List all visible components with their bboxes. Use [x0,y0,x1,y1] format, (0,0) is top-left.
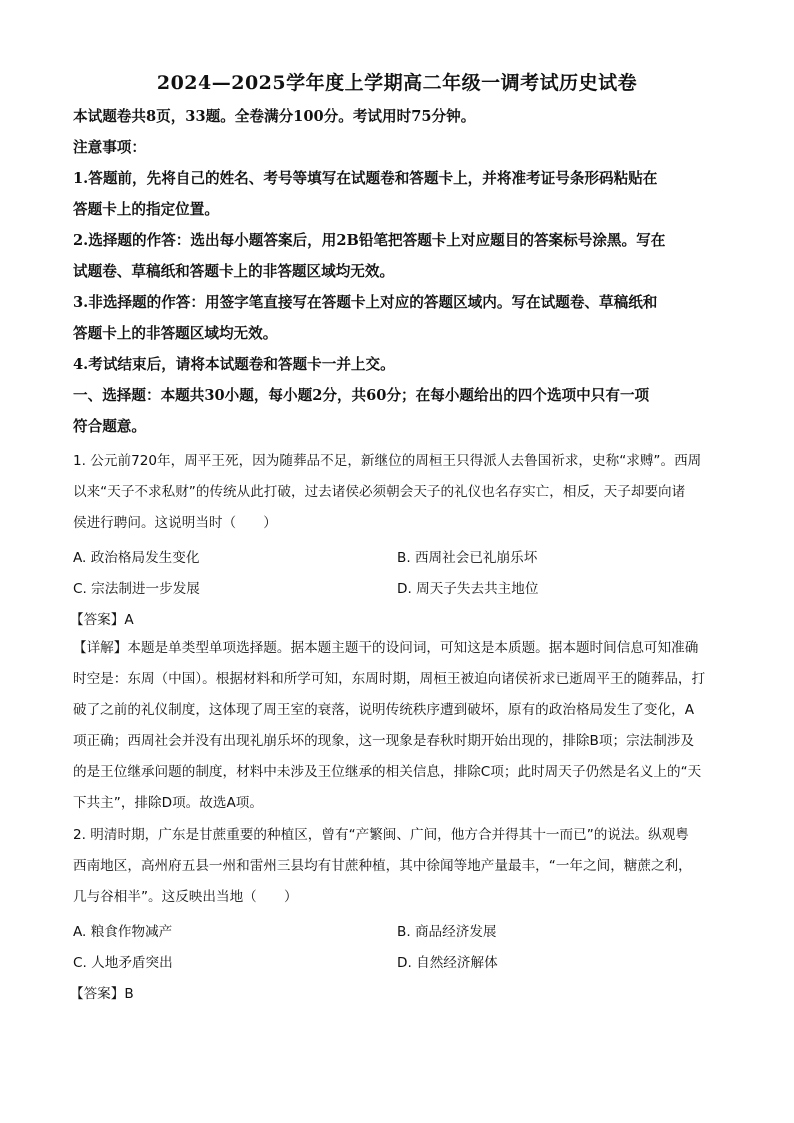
exam-instructions [73,101,733,442]
exam-title: 2024—2025学年度上学期高二年级一调考试历史试卷 [156,72,638,94]
q1-detail-line-4: 项正确；西周社会并没有出现礼崩乐坏的现象，这一现象是春秋时期开始出现的，排除B项；宗法制涉及 [73,733,695,749]
note-3-line-2: 答题卡上的非答题区域均无效。 [73,325,278,342]
note-1-line-2: 答题卡上的指定位置。 [73,201,219,218]
note-3-line-1: 3.非选择题的作答：用签字笔直接写在答题卡上对应的答题区域内。写在试题卷、草稿纸和 [73,294,658,311]
note-2-line-1: 2.选择题的作答：选出每小题答案后，用2B铅笔把答题卡上对应题目的答案标号涂黑。写在 [73,232,666,249]
q1-option-c: C. 宗法制进一步发展 [73,581,200,597]
section-heading-line-1: 一、选择题：本题共30小题，每小题2分，共60分；在每小题给出的四个选项中只有一项 [73,387,650,404]
q1-detail-line-1: 【详解】本题是单类型单项选择题。据本题主题干的设问词，可知这是本质题。据本题时间信息可知准确 [73,640,699,656]
q1-answer: 【答案】A [70,612,134,628]
q2-option-b: B. 商品经济发展 [397,924,497,940]
q1-detail-line-6: 下共主”，排除D项。故选A项。 [73,795,263,811]
q1-detail-line-2: 时空是：东周（中国）。根据材料和所学可知，东周时期，周桓王被迫向诸侯祈求已逝周平王的随葬品，打 [73,671,706,687]
note-2-line-2: 试题卷、草稿纸和答题卡上的非答题区域均无效。 [73,263,395,280]
q2-answer: 【答案】B [70,986,134,1002]
q1-detail-line-5: 的是王位继承问题的制度，材料中未涉及王位继承的相关信息，排除C项；此时周天子仍然是名义上的“天 [73,764,702,780]
q2-option-c: C. 人地矛盾突出 [73,955,173,971]
question-2-stem [73,820,723,913]
q2-stem-line-1: 2. 明清时期，广东是甘蔗重要的种植区，曾有“产繁闽、广间，他方合并得其十一而已”的说法。纵观粤 [73,827,689,843]
intro-text: 本试题卷共8页，33题。全卷满分100分。考试用时75分钟。 [73,108,476,125]
q1-option-a: A. 政治格局发生变化 [73,550,200,566]
q1-stem-line-1: 1. 公元前720年，周平王死，因为随葬品不足，新继位的周桓王只得派人去鲁国祈求，史称“求赙”。西周 [73,453,702,469]
q1-stem-line-3: 侯进行聘问。这说明当时（ ） [73,515,277,531]
q1-option-d: D. 周天子失去共主地位 [397,581,539,597]
q2-option-a: A. 粮食作物减产 [73,924,173,940]
question-1-stem [73,446,723,539]
q2-stem-line-2: 西南地区，高州府五县一州和雷州三县均有甘蔗种植，其中徐闻等地产量最丰，“一年之间，糖蔗之利， [73,858,692,874]
q2-option-d: D. 自然经济解体 [397,955,498,971]
q2-stem-line-3: 几与谷相半”。这反映出当地（ ） [73,889,298,905]
q1-explanation [73,633,723,819]
notes-heading: 注意事项： [73,139,146,156]
q1-detail-line-3: 破了之前的礼仪制度，这体现了周王室的衰落，说明传统秩序遭到破坏，原有的政治格局发生了变化，A [73,702,695,718]
q1-stem-line-2: 以来“天子不求私财”的传统从此打破，过去诸侯必须朝会天子的礼仪也名存实亡，相反，天子却要向诸 [73,484,686,500]
section-heading-line-2: 符合题意。 [73,418,146,435]
note-4: 4.考试结束后，请将本试题卷和答题卡一并上交。 [73,356,395,373]
note-1-line-1: 1.答题前，先将自己的姓名、考号等填写在试题卷和答题卡上，并将准考证号条形码粘贴在 [73,170,658,187]
q1-option-b: B. 西周社会已礼崩乐坏 [397,550,538,566]
